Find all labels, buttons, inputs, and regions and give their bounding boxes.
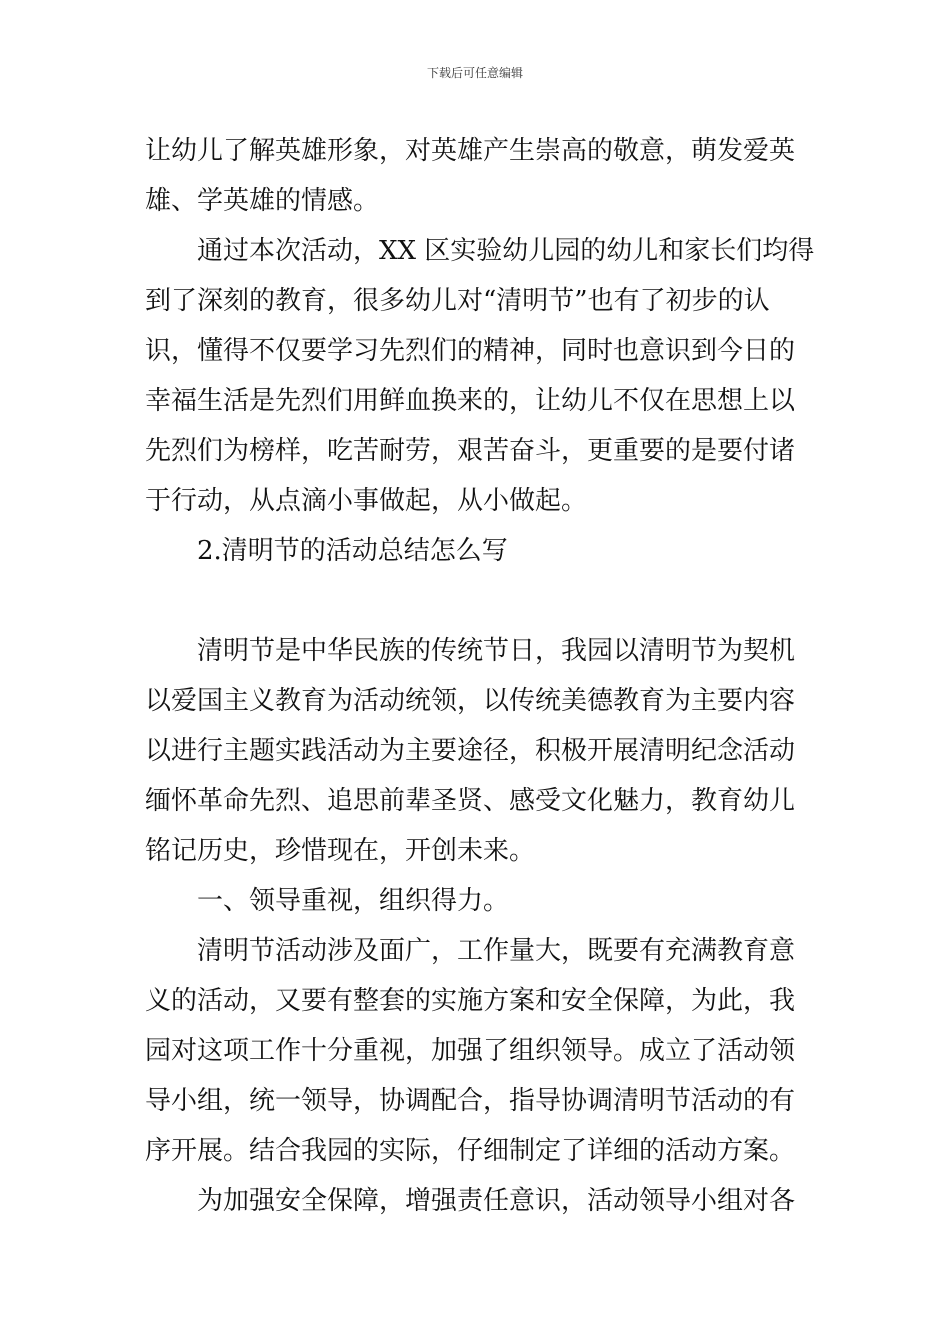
text-line: 义的活动，又要有整套的实施方案和安全保障，为此，我 [145, 986, 796, 1016]
text-line: 识，懂得不仅要学习先烈们的精神，同时也意识到今日的 [145, 336, 796, 366]
text-line: 于行动，从点滴小事做起，从小做起。 [145, 486, 588, 516]
text-line: 雄、学英雄的情感。 [145, 186, 380, 216]
document-body [145, 126, 815, 1226]
text-line: 铭记历史，珍惜现在，开创未来。 [145, 836, 536, 866]
text-line: 到了深刻的教育，很多幼儿对“清明节”也有了初步的认 [145, 286, 770, 316]
text-line: 让幼儿了解英雄形象，对英雄产生崇高的敬意，萌发爱英 [145, 136, 796, 166]
text-line: 幸福生活是先烈们用鲜血换来的，让幼儿不仅在思想上以 [145, 386, 796, 416]
text-line: 通过本次活动，XX 区实验幼儿园的幼儿和家长们均得 [197, 236, 815, 266]
text-line: 清明节是中华民族的传统节日，我园以清明节为契机 [197, 636, 796, 666]
text-line: 园对这项工作十分重视，加强了组织领导。成立了活动领 [145, 1036, 796, 1066]
page-header: 下载后可任意编辑 [426, 66, 523, 80]
text-line: 清明节活动涉及面广，工作量大，既要有充满教育意 [197, 936, 796, 966]
section-heading: 2.清明节的活动总结怎么写 [197, 536, 508, 566]
text-line: 序开展。结合我园的实际，仔细制定了详细的活动方案。 [145, 1136, 796, 1166]
text-line: 以进行主题实践活动为主要途径，积极开展清明纪念活动 [145, 736, 796, 766]
text-line: 先烈们为榜样，吃苦耐劳，艰苦奋斗，更重要的是要付诸 [145, 436, 796, 466]
blank-line [145, 576, 810, 626]
text-line: 缅怀革命先烈、追思前辈圣贤、感受文化魅力，教育幼儿 [145, 786, 796, 816]
text-line: 以爱国主义教育为活动统领，以传统美德教育为主要内容 [145, 686, 796, 716]
subsection-heading: 一、领导重视，组织得力。 [197, 886, 510, 916]
text-line: 导小组，统一领导，协调配合，指导协调清明节活动的有 [145, 1086, 796, 1116]
text-line: 为加强安全保障，增强责任意识，活动领导小组对各 [197, 1186, 796, 1216]
